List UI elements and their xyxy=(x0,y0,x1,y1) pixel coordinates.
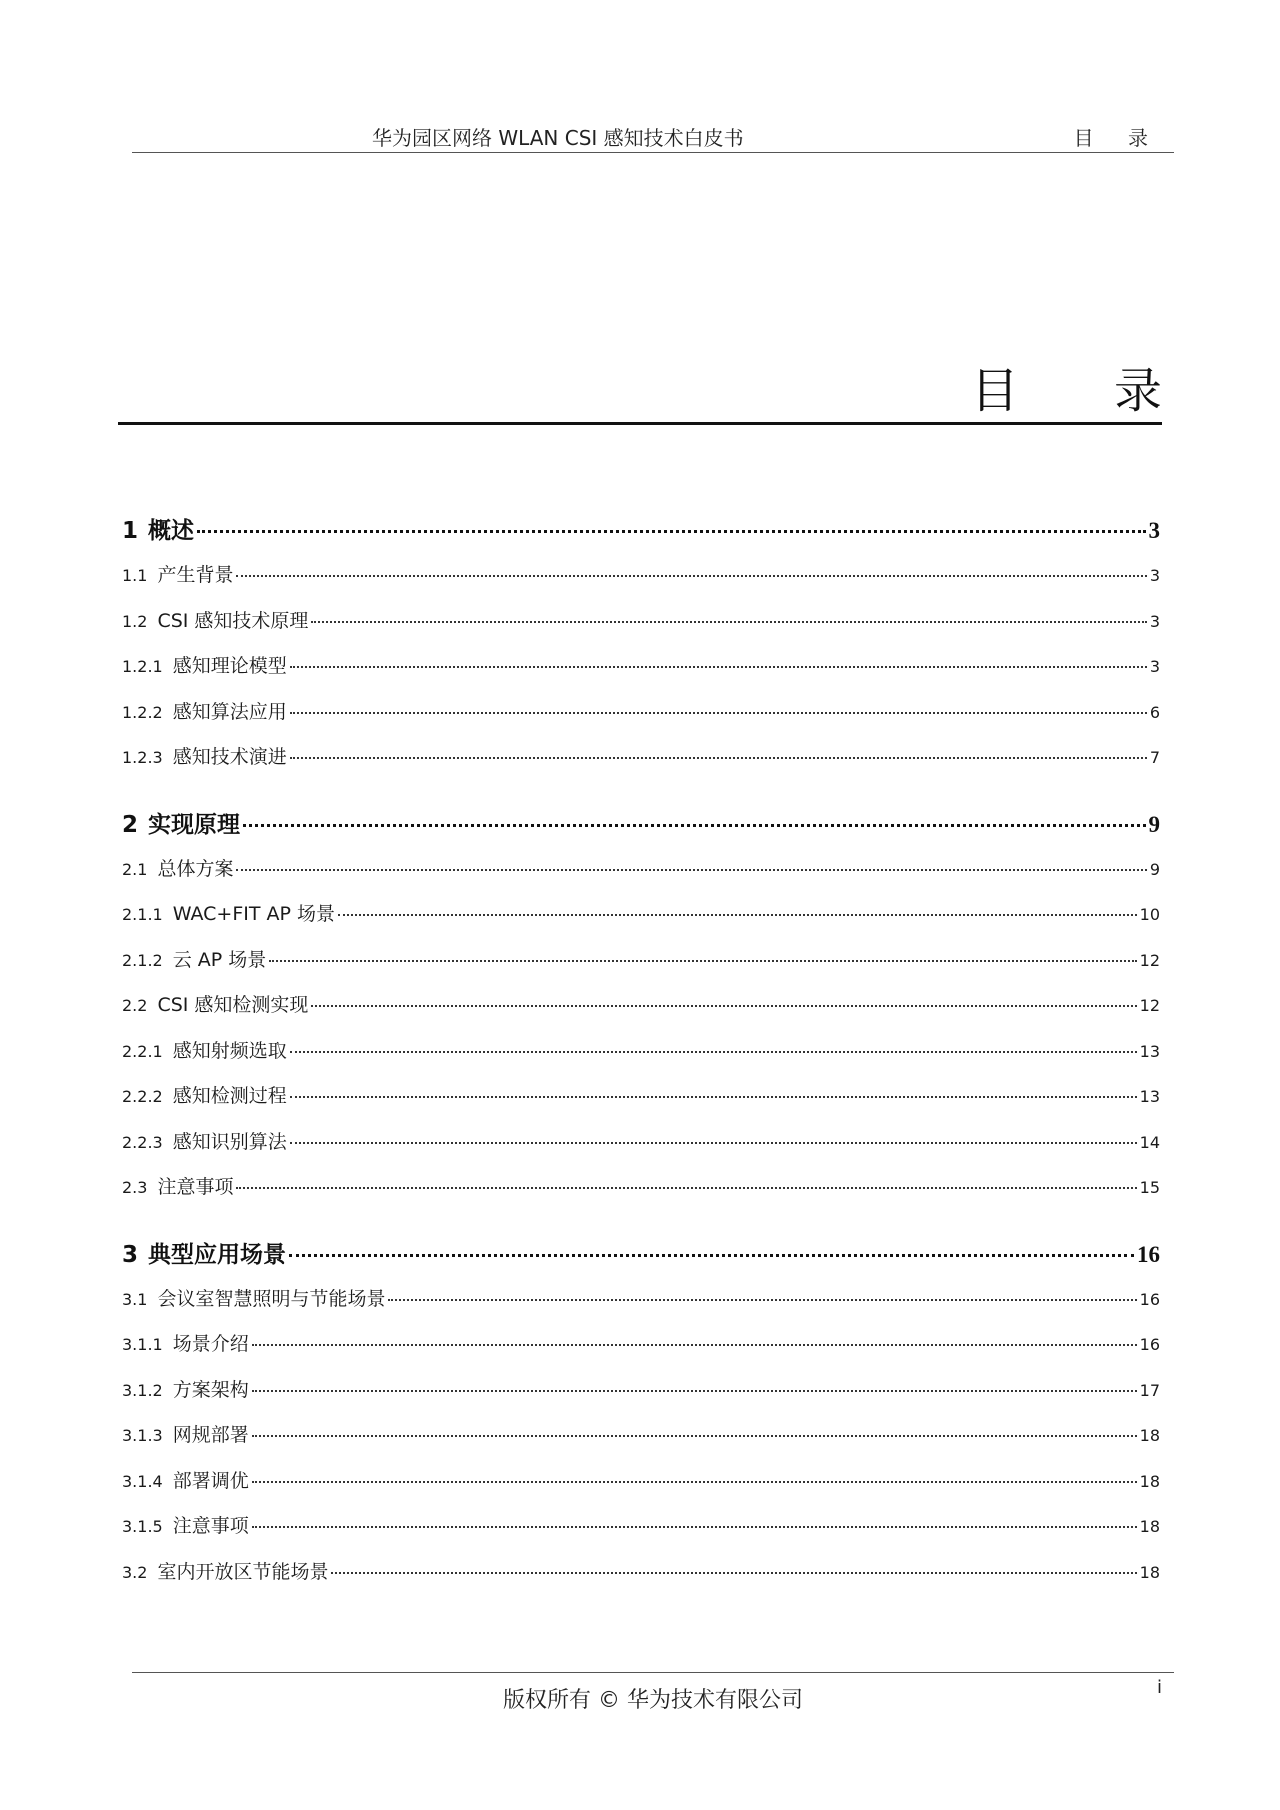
toc-entry[interactable] xyxy=(122,1466,1160,1512)
toc-entry-number: 2.2.1 xyxy=(122,1041,163,1061)
toc-entry-number: 3.1.4 xyxy=(122,1471,163,1491)
toc-entry-page: 12 xyxy=(1139,950,1160,970)
toc-dot-leader xyxy=(252,1390,1137,1392)
toc-entry-page: 14 xyxy=(1139,1132,1160,1152)
toc-entry[interactable] xyxy=(122,1375,1160,1421)
toc-entry-label: 实现原理 xyxy=(148,811,240,838)
toc-entry[interactable] xyxy=(122,1420,1160,1466)
toc-dot-leader xyxy=(236,869,1146,871)
header-section-name: 目 录 xyxy=(1073,126,1162,150)
toc-entry-label: 会议室智慧照明与节能场景 xyxy=(157,1287,386,1310)
toc-entry-label: 感知检测过程 xyxy=(172,1085,287,1107)
toc-entry-number: 2.1.1 xyxy=(122,905,163,924)
toc-dot-leader xyxy=(290,1096,1137,1098)
toc-dot-leader xyxy=(338,914,1137,916)
toc-dot-leader xyxy=(252,1435,1137,1437)
toc-entry-page: 15 xyxy=(1139,1178,1160,1197)
toc-entry-page: 17 xyxy=(1139,1380,1160,1400)
toc-entry-number: 1.2 xyxy=(122,611,148,631)
toc-entry[interactable] xyxy=(122,1172,1160,1218)
toc-entry-label: 典型应用场景 xyxy=(148,1241,286,1268)
toc-dot-leader xyxy=(290,712,1147,714)
toc-dot-leader xyxy=(290,1142,1137,1144)
toc-entry-number: 2.1 xyxy=(122,859,148,879)
toc-entry-label: CSI 感知技术原理 xyxy=(157,609,309,632)
toc-entry[interactable] xyxy=(122,560,1160,606)
table-of-contents xyxy=(122,512,1160,1602)
toc-entry-label: CSI 感知检测实现 xyxy=(157,994,309,1016)
toc-entry-page: 18 xyxy=(1139,1426,1160,1445)
toc-entry-page: 13 xyxy=(1139,1041,1160,1061)
page-title: 目 录 xyxy=(970,363,1202,419)
toc-entry-page: 3 xyxy=(1149,657,1160,676)
toc-entry-number: 2.2.3 xyxy=(122,1132,163,1152)
toc-entry[interactable] xyxy=(122,1081,1160,1127)
toc-dot-leader xyxy=(331,1572,1136,1574)
toc-entry[interactable] xyxy=(122,990,1160,1036)
toc-entry-page: 3 xyxy=(1148,518,1160,543)
toc-entry-number: 3 xyxy=(122,1241,139,1268)
toc-entry-label: 网规部署 xyxy=(172,1424,249,1446)
toc-entry-label: 概述 xyxy=(148,518,194,544)
toc-entry[interactable] xyxy=(122,1036,1160,1082)
toc-entry-page: 18 xyxy=(1139,1517,1160,1536)
footer-copyright: 版权所有 © 华为技术有限公司 xyxy=(503,1688,803,1713)
toc-entry-label: WAC+FIT AP 场景 xyxy=(172,903,335,925)
toc-entry-page: 6 xyxy=(1149,702,1160,722)
toc-entry-number: 3.2 xyxy=(122,1562,148,1582)
toc-entry-label: 室内开放区节能场景 xyxy=(157,1560,329,1583)
toc-entry-page: 16 xyxy=(1137,1241,1160,1267)
toc-entry-page: 18 xyxy=(1139,1471,1160,1491)
toc-entry-label: 感知射频选取 xyxy=(172,1039,287,1062)
toc-dot-leader xyxy=(252,1481,1137,1483)
toc-entry-number: 1.1 xyxy=(122,566,148,585)
toc-entry[interactable] xyxy=(122,742,1160,788)
toc-entry-number: 3.1 xyxy=(122,1289,148,1309)
toc-entry-page: 3 xyxy=(1149,566,1160,585)
toc-entry-page: 13 xyxy=(1139,1087,1160,1106)
toc-entry[interactable] xyxy=(122,651,1160,697)
toc-entry-label: 感知技术演进 xyxy=(172,746,287,768)
toc-entry-label: 场景介绍 xyxy=(172,1333,249,1355)
toc-entry[interactable] xyxy=(122,1236,1160,1284)
toc-entry-page: 3 xyxy=(1149,611,1160,631)
toc-dot-leader xyxy=(290,666,1147,668)
toc-entry-number: 2 xyxy=(122,811,139,838)
title-divider xyxy=(118,422,1162,425)
toc-entry[interactable] xyxy=(122,854,1160,900)
toc-entry-page: 12 xyxy=(1139,996,1160,1015)
running-footer xyxy=(132,1672,1174,1713)
toc-entry[interactable] xyxy=(122,1127,1160,1173)
toc-dot-leader xyxy=(388,1299,1136,1301)
toc-entry-label: 注意事项 xyxy=(172,1515,249,1537)
toc-dot-leader xyxy=(252,1526,1137,1528)
toc-entry-number: 2.1.2 xyxy=(122,950,163,970)
toc-dot-leader xyxy=(243,824,1146,827)
toc-dot-leader xyxy=(197,530,1146,533)
toc-entry[interactable] xyxy=(122,899,1160,945)
toc-entry-page: 7 xyxy=(1149,748,1160,767)
header-doc-title: 华为园区网络 WLAN CSI 感知技术白皮书 xyxy=(372,126,744,150)
toc-entry-label: 感知理论模型 xyxy=(172,655,287,677)
toc-entry-number: 2.3 xyxy=(122,1178,148,1197)
toc-entry[interactable] xyxy=(122,512,1160,560)
toc-entry-number: 3.1.2 xyxy=(122,1380,163,1400)
toc-entry[interactable] xyxy=(122,1329,1160,1375)
toc-entry-number: 3.1.1 xyxy=(122,1335,163,1354)
toc-entry[interactable] xyxy=(122,945,1160,991)
toc-entry-page: 16 xyxy=(1139,1289,1160,1309)
toc-entry-number: 3.1.5 xyxy=(122,1517,163,1536)
running-header xyxy=(132,120,1174,153)
toc-entry-number: 1.2.3 xyxy=(122,748,163,767)
toc-entry-label: 总体方案 xyxy=(157,857,234,880)
toc-entry-number: 1.2.2 xyxy=(122,702,163,722)
toc-entry-label: 部署调优 xyxy=(172,1469,249,1492)
toc-dot-leader xyxy=(236,1187,1136,1189)
toc-entry-label: 方案架构 xyxy=(172,1378,249,1401)
toc-entry-label: 感知算法应用 xyxy=(172,700,287,723)
toc-entry-page: 18 xyxy=(1139,1562,1160,1582)
toc-dot-leader xyxy=(311,1005,1136,1007)
toc-entry-label: 云 AP 场景 xyxy=(172,948,267,971)
toc-entry-label: 注意事项 xyxy=(157,1176,234,1198)
toc-entry-number: 2.2.2 xyxy=(122,1087,163,1106)
toc-entry-label: 感知识别算法 xyxy=(172,1130,287,1153)
toc-entry-page: 9 xyxy=(1148,811,1160,837)
toc-entry[interactable] xyxy=(122,1557,1160,1603)
toc-entry-page: 16 xyxy=(1139,1335,1160,1354)
toc-dot-leader xyxy=(236,575,1146,577)
toc-dot-leader xyxy=(290,757,1147,759)
toc-entry-page: 9 xyxy=(1149,859,1160,879)
toc-entry-label: 产生背景 xyxy=(157,564,234,586)
toc-entry[interactable] xyxy=(122,806,1160,854)
toc-entry[interactable] xyxy=(122,1284,1160,1330)
toc-entry-page: 10 xyxy=(1139,905,1160,924)
toc-entry[interactable] xyxy=(122,1511,1160,1557)
toc-entry[interactable] xyxy=(122,606,1160,652)
toc-entry-number: 1.2.1 xyxy=(122,657,163,676)
toc-dot-leader xyxy=(311,621,1146,623)
toc-dot-leader xyxy=(269,960,1136,962)
toc-entry-number: 2.2 xyxy=(122,996,148,1015)
footer-page-number: i xyxy=(1156,1677,1162,1698)
toc-entry-number: 3.1.3 xyxy=(122,1426,163,1445)
toc-entry[interactable] xyxy=(122,697,1160,743)
toc-dot-leader xyxy=(289,1254,1134,1257)
toc-entry-number: 1 xyxy=(122,518,139,544)
toc-dot-leader xyxy=(290,1051,1137,1053)
toc-dot-leader xyxy=(252,1344,1137,1346)
